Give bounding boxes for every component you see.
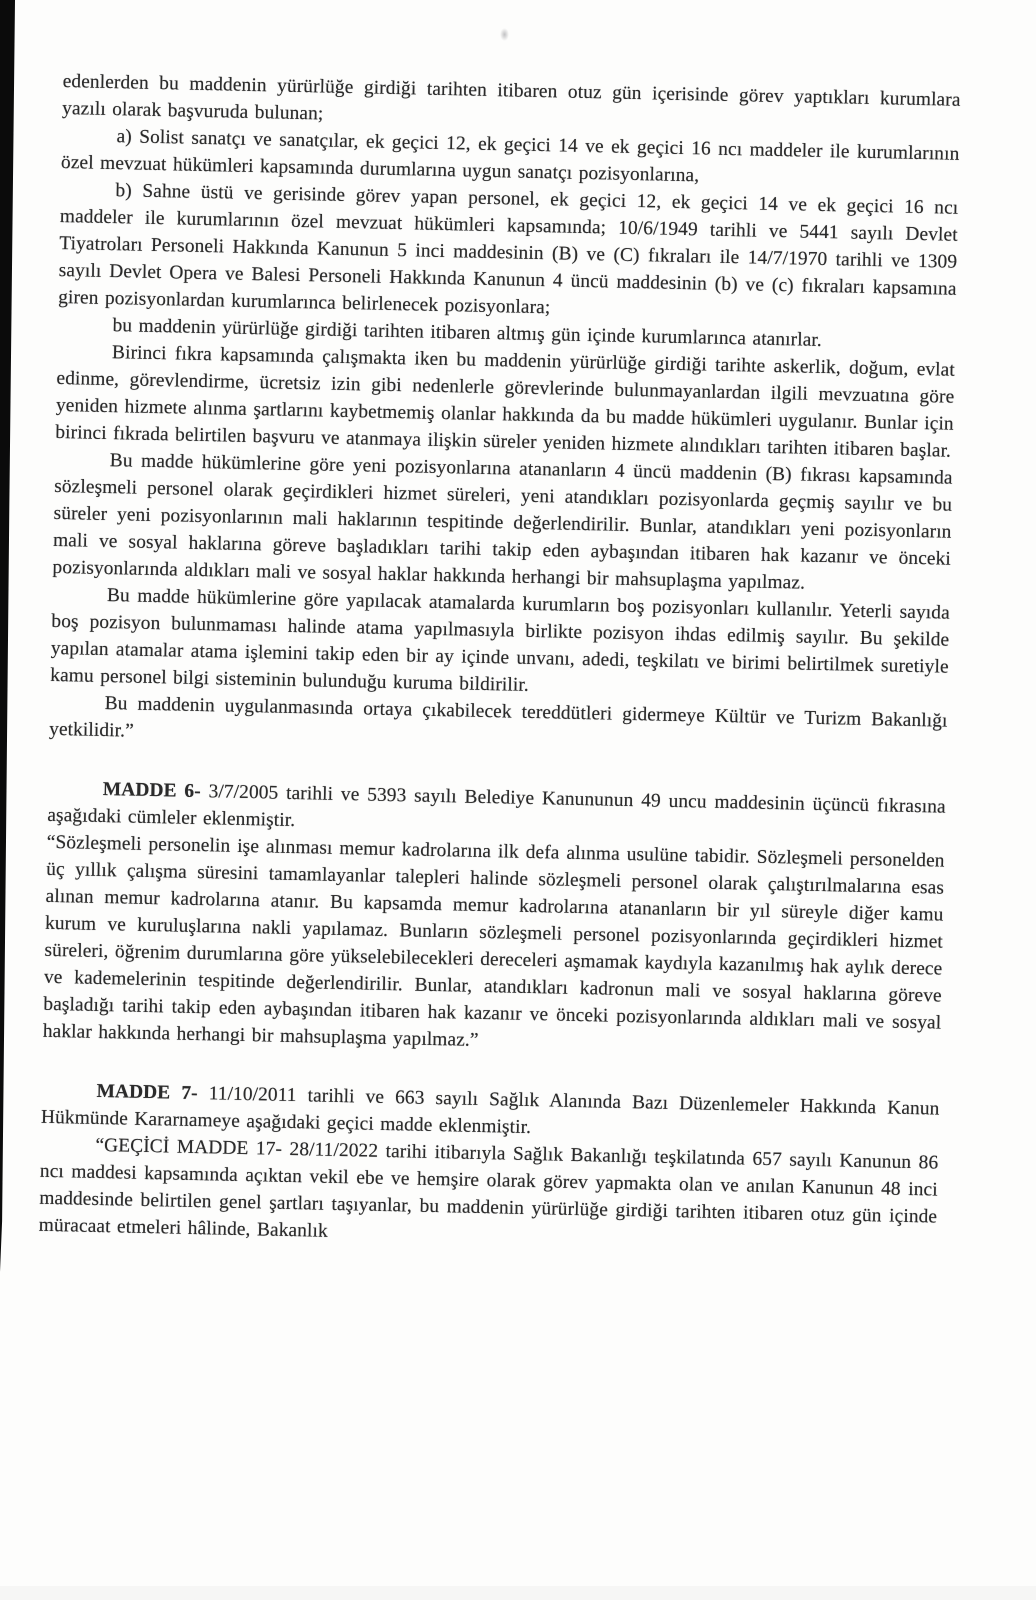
paragraph-text: edenlerden bu maddenin yürürlüğe girdiği tarihten itibaren otuz gün içerisinde görev yaptıkları kurumlara yazılı olarak başvuruda bulunan; (61, 70, 961, 125)
paragraph-text: bu maddenin yürürlüğe girdiği tarihten itibaren altmış gün içinde kurumlarınca atanırlar. (112, 315, 823, 351)
paragraph-text: a) Solist sanatçı ve sanatçılar, ek geçici 12, ek geçici 14 ve ek geçici 16 ncı maddeler ile kurumlarının özel mevzuat hükümleri kapsamında durumlarına uygun sanatçı pozisyonlarına, (60, 126, 960, 187)
scan-band-bottom (0, 1586, 1036, 1600)
madde-label: MADDE 6- (102, 778, 202, 803)
paragraph-text: b) Sahne üstü ve gerisinde görev yapan personel, ek geçici 12, ek geçici 14 ve ek geçici 16 ncı maddeler ile kurumlarının özel mevzuat hükümleri kapsamında; 10/6/1949 tarihli ve 5441 sayılı Devlet Tiyatroları Personeli Hakkında Kanunun 5 inci maddesinin (B) ve (C) fıkraları ile 14/7/1970 tarihli ve 1309 sayılı Devlet Opera ve Balesi Personeli Hakkında Kanunun 4 üncü maddesinin (b) ve (c) fıkraları kapsamına giren pozisyonlardan kurumlarınca belirlenecek pozisyonlara; (57, 180, 959, 319)
scan-smudge (500, 28, 509, 41)
document-text-block (38, 68, 960, 1258)
paragraph-text: Bu madde hükümlerine göre yeni pozisyonlarına atananların 4 üncü maddenin (B) fıkrası kapsamında sözleşmeli personel olarak geçirdikleri hizmet süreleri, yeni atandıkları pozisyonlarda geçmiş sayılır ve bu süreler yeni pozisyonlarının mali haklarının tespitinde değerlendirilir. Bunlar, atandıkları yeni pozisyonların mali ve sosyal haklarına göreve başladıkları tarihi takip eden aybaşından itibaren hak kazanır ve önceki pozisyonlarında aldıkları mali ve sosyal haklar hakkında herhangi bir mahsuplaşma yapılmaz. (52, 450, 953, 594)
paragraph-gecici-madde-17 (38, 1131, 938, 1258)
madde-label: MADDE 7- (96, 1080, 198, 1105)
paragraph-text: Bu madde hükümlerine göre yapılacak atamalarda kurumların boş pozisyonları kullanılır. Yeterli sayıda boş pozisyon bulunmaması halinde atama yapılmasıyla birlikte pozisyon ihdas edilmiş sayılır. Bu şekilde yapılan atamalar atama işlemini takip eden bir ay içinde unvanı, adedi, teşkilatı ve birimi belirtilmek suretiyle kamu personel bilgi sisteminin bulunduğu kuruma bildirilir. (50, 585, 950, 696)
paragraph-item-b (58, 176, 959, 330)
paragraph-fikra-hizmet-sureleri (52, 446, 953, 600)
paragraph-fikra-askerlik (55, 338, 955, 465)
paragraph-text: “GEÇİCİ MADDE 17- 28/11/2022 tarihi itibarıyla Sağlık Bakanlığı teşkilatında 657 sayılı Kanunun 86 ncı maddesi kapsamında açıktan vekil ebe ve hemşire olarak görev yapmakta olan ve anılan Kanunun 48 inci maddesinde belirtilen genel şartları taşıyanlar, bu maddenin yürürlüğe girdiği tarihten itibaren otuz gün içinde müracaat etmeleri hâlinde, Bakanlık (38, 1134, 939, 1242)
paragraph-text: “Sözleşmeli personelin işe alınması memur kadrolarına ilk defa alınma usulüne tabidir. Sözleşmeli personelden üç yıllık çalışma süresini tamamlayanlar talepleri halinde sözleşmeli personel olarak çalıştırılmalarına esas alınan memur kadrolarına atanır. Bu kapsamda memur kadrolarına atananların bir yıl süreyle diğer kamu kurum ve kuruluşlarına nakli yapılamaz. Bunların sözleşmeli personel pozisyonlarında geçirdikleri hizmet süreleri, öğrenim durumlarına göre yükselebilecekleri dereceleri aşmamak kaydıyla kazanılmış hak aylık derece ve kademelerinin tespitinde değerlendirilir. Bunlar, atandıkları kadronun mali ve sosyal haklarına göreve başladığı tarihi takip eden aybaşından itibaren hak kazanır ve önceki pozisyonlarında aldıkları mali ve sosyal haklar hakkında herhangi bir mahsuplaşma yapılmaz.” (42, 831, 945, 1051)
paragraph-text: 11/10/2011 tarihli ve 663 sayılı Sağlık Alanında Bazı Düzenlemeler Hakkında Kanun Hükmünde Kararnameye aşağıdaki geçici madde eklenmiştir. (40, 1083, 940, 1139)
paragraph-madde-6-eklenen-cumleler (43, 829, 945, 1064)
paragraph-text: Bu maddenin uygulanmasında ortaya çıkabilecek tereddütleri gidermeye Kültür ve Turizm Bakanlığı yetkilidir.” (48, 693, 948, 742)
scan-edge-artifact-left (0, 0, 15, 1272)
paragraph-text: 3/7/2005 tarihli ve 5393 sayılı Belediye Kanununun 49 uncu maddesinin üçüncü fıkrasına aşağıdaki cümleler eklenmiştir. (47, 781, 946, 832)
paragraph-text: Birinci fıkra kapsamında çalışmakta iken bu maddenin yürürlüğe girdiği tarihte askerlik, doğum, evlat edinme, görevlendirme, ücretsiz izin gibi nedenlerle görevlerinde bulunmayanlardan ilgili mevzuatına göre yeniden hizmete alınma şartlarını kaybetmemiş olanlar hakkında da bu madde hükümleri uygulanır. Bunlar için birinci fıkrada belirtilen başvuru ve atanmaya ilişkin süreler yeniden hizmete alındıkları tarihten itibaren başlar. (55, 342, 956, 462)
paragraph-fikra-bos-pozisyonlar (50, 581, 950, 708)
